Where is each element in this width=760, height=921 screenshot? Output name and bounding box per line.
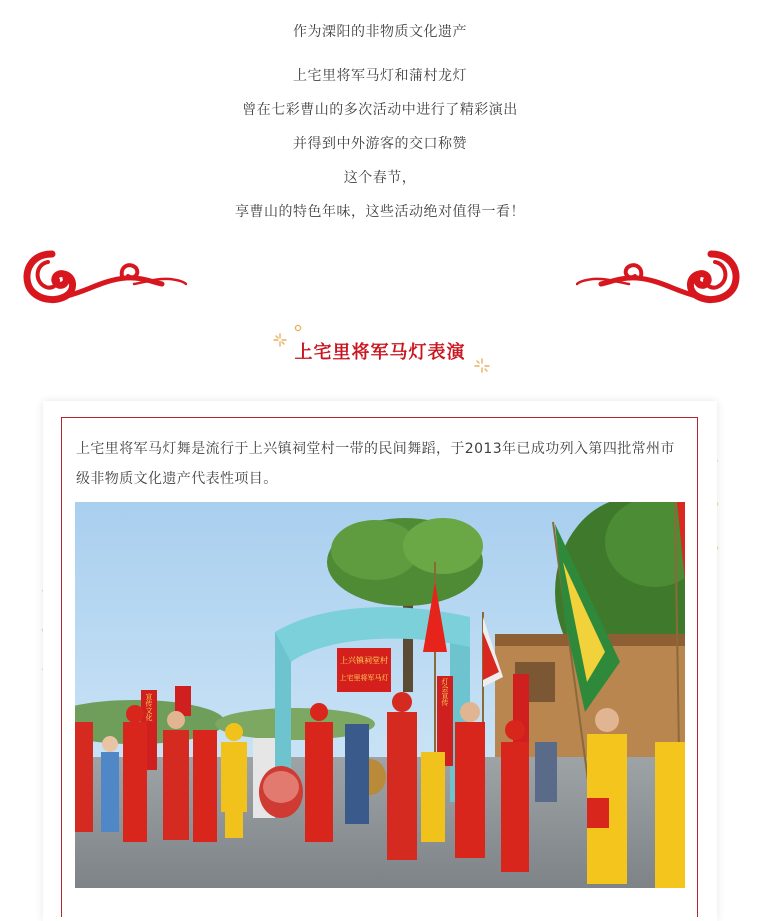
banner-text: 上兴镇祠堂村 — [340, 656, 388, 665]
sign-text: 灯会宣传 — [441, 678, 449, 706]
auspicious-cloud-left-icon — [22, 248, 187, 306]
intro-line: 这个春节， — [343, 170, 417, 186]
sparkle-icon — [472, 357, 492, 375]
intro-line: 曾在七彩曹山的多次活动中进行了精彩演出 — [242, 102, 518, 118]
intro-line: 上宅里将军马灯和蒲村龙灯 — [293, 68, 467, 84]
sign-text: 宣传文化 — [145, 693, 153, 721]
section-title: 上宅里将军马灯表演 — [294, 342, 466, 363]
auspicious-cloud-right-icon — [576, 248, 741, 306]
intro-line: 作为溧阳的非物质文化遗产 — [293, 24, 467, 40]
performance-photo — [75, 502, 685, 888]
performance-photo-image — [75, 502, 685, 888]
card-paragraph: 上宅里将军马灯舞是流行于上兴镇祠堂村一带的民间舞蹈，于2013年已成功列入第四批常州市级非物质文化遗产代表性项目。 — [76, 441, 675, 487]
banner-text: 上宅里将军马灯 — [339, 674, 389, 682]
intro-line: 并得到中外游客的交口称赞 — [293, 136, 467, 152]
intro-line: 享曹山的特色年味，这些活动绝对值得一看！ — [235, 204, 525, 220]
